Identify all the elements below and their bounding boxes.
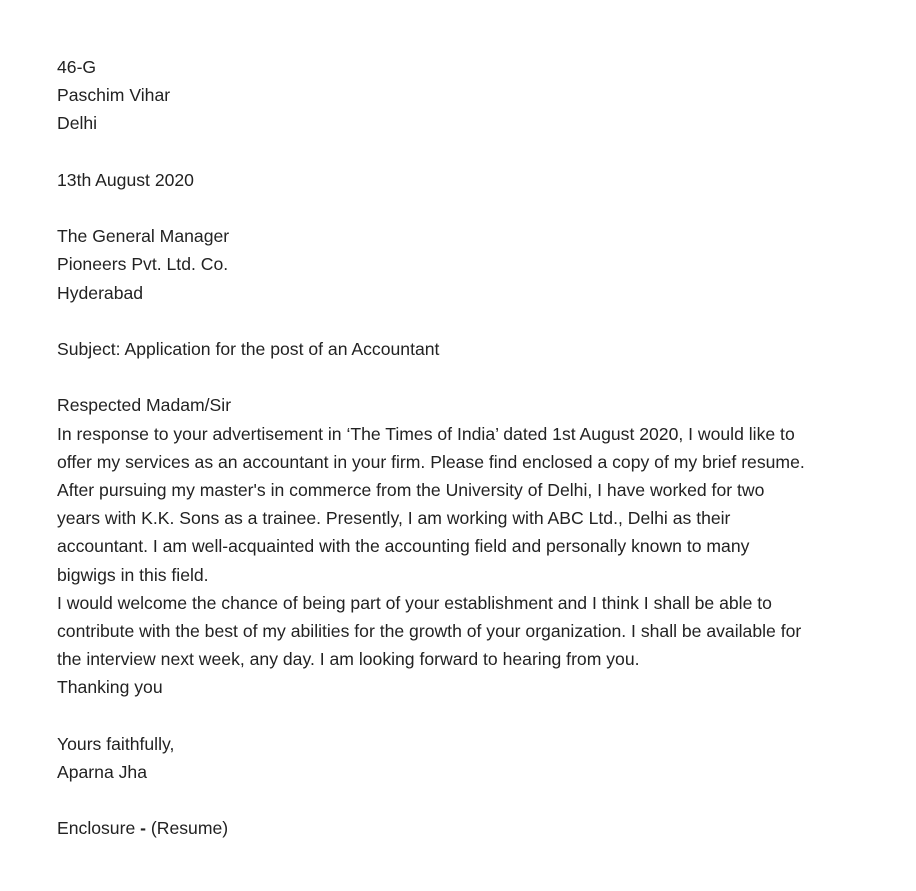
body-line: After pursuing my master's in commerce from the University of Delhi, I have worked for two bbox=[57, 479, 765, 500]
body-line: accountant. I am well-acquainted with the accounting field and personally known to many bbox=[57, 536, 750, 557]
sign-off: Yours faithfully, bbox=[57, 733, 175, 754]
body-line: the interview next week, any day. I am looking forward to hearing from you. bbox=[57, 649, 640, 670]
sender-address-line: 46-G bbox=[57, 57, 97, 77]
salutation: Respected Madam/Sir bbox=[57, 395, 232, 416]
body-line: bigwigs in this field. bbox=[57, 564, 209, 585]
body-paragraph-1 bbox=[57, 420, 857, 589]
letter-document bbox=[57, 53, 857, 843]
sender-address bbox=[57, 53, 857, 138]
recipient-address-line: The General Manager bbox=[57, 226, 230, 247]
enclosure-label: Enclosure bbox=[57, 818, 136, 839]
body-line: In response to your advertisement in ‘The Times of India’ dated 1st August 2020, I would like to bbox=[57, 423, 795, 444]
sender-address-line: Delhi bbox=[57, 113, 98, 134]
recipient-address bbox=[57, 222, 857, 307]
recipient-address-line: Pioneers Pvt. Ltd. Co. bbox=[57, 254, 229, 275]
enclosure-item: (Resume) bbox=[150, 818, 229, 839]
enclosure-line bbox=[57, 814, 857, 842]
letter-subject: Subject: Application for the post of an Accountant bbox=[57, 338, 440, 359]
body-line: years with K.K. Sons as a trainee. Presently, I am working with ABC Ltd., Delhi as their bbox=[57, 508, 731, 529]
enclosure-dash: - bbox=[140, 818, 146, 839]
body-line: I would welcome the chance of being part of your establishment and I think I shall be able to bbox=[57, 592, 772, 613]
closing-thanks: Thanking you bbox=[57, 677, 163, 698]
recipient-address-line: Hyderabad bbox=[57, 282, 144, 303]
letter-date: 13th August 2020 bbox=[57, 169, 194, 190]
sender-address-line: Paschim Vihar bbox=[57, 85, 171, 106]
body-line: contribute with the best of my abilities for the growth of your organization. I shall be available for bbox=[57, 621, 802, 641]
body-line: offer my services as an accountant in your firm. Please find enclosed a copy of my brief resume. bbox=[57, 451, 805, 472]
body-paragraph-2 bbox=[57, 589, 857, 674]
signature-name: Aparna Jha bbox=[57, 762, 147, 782]
